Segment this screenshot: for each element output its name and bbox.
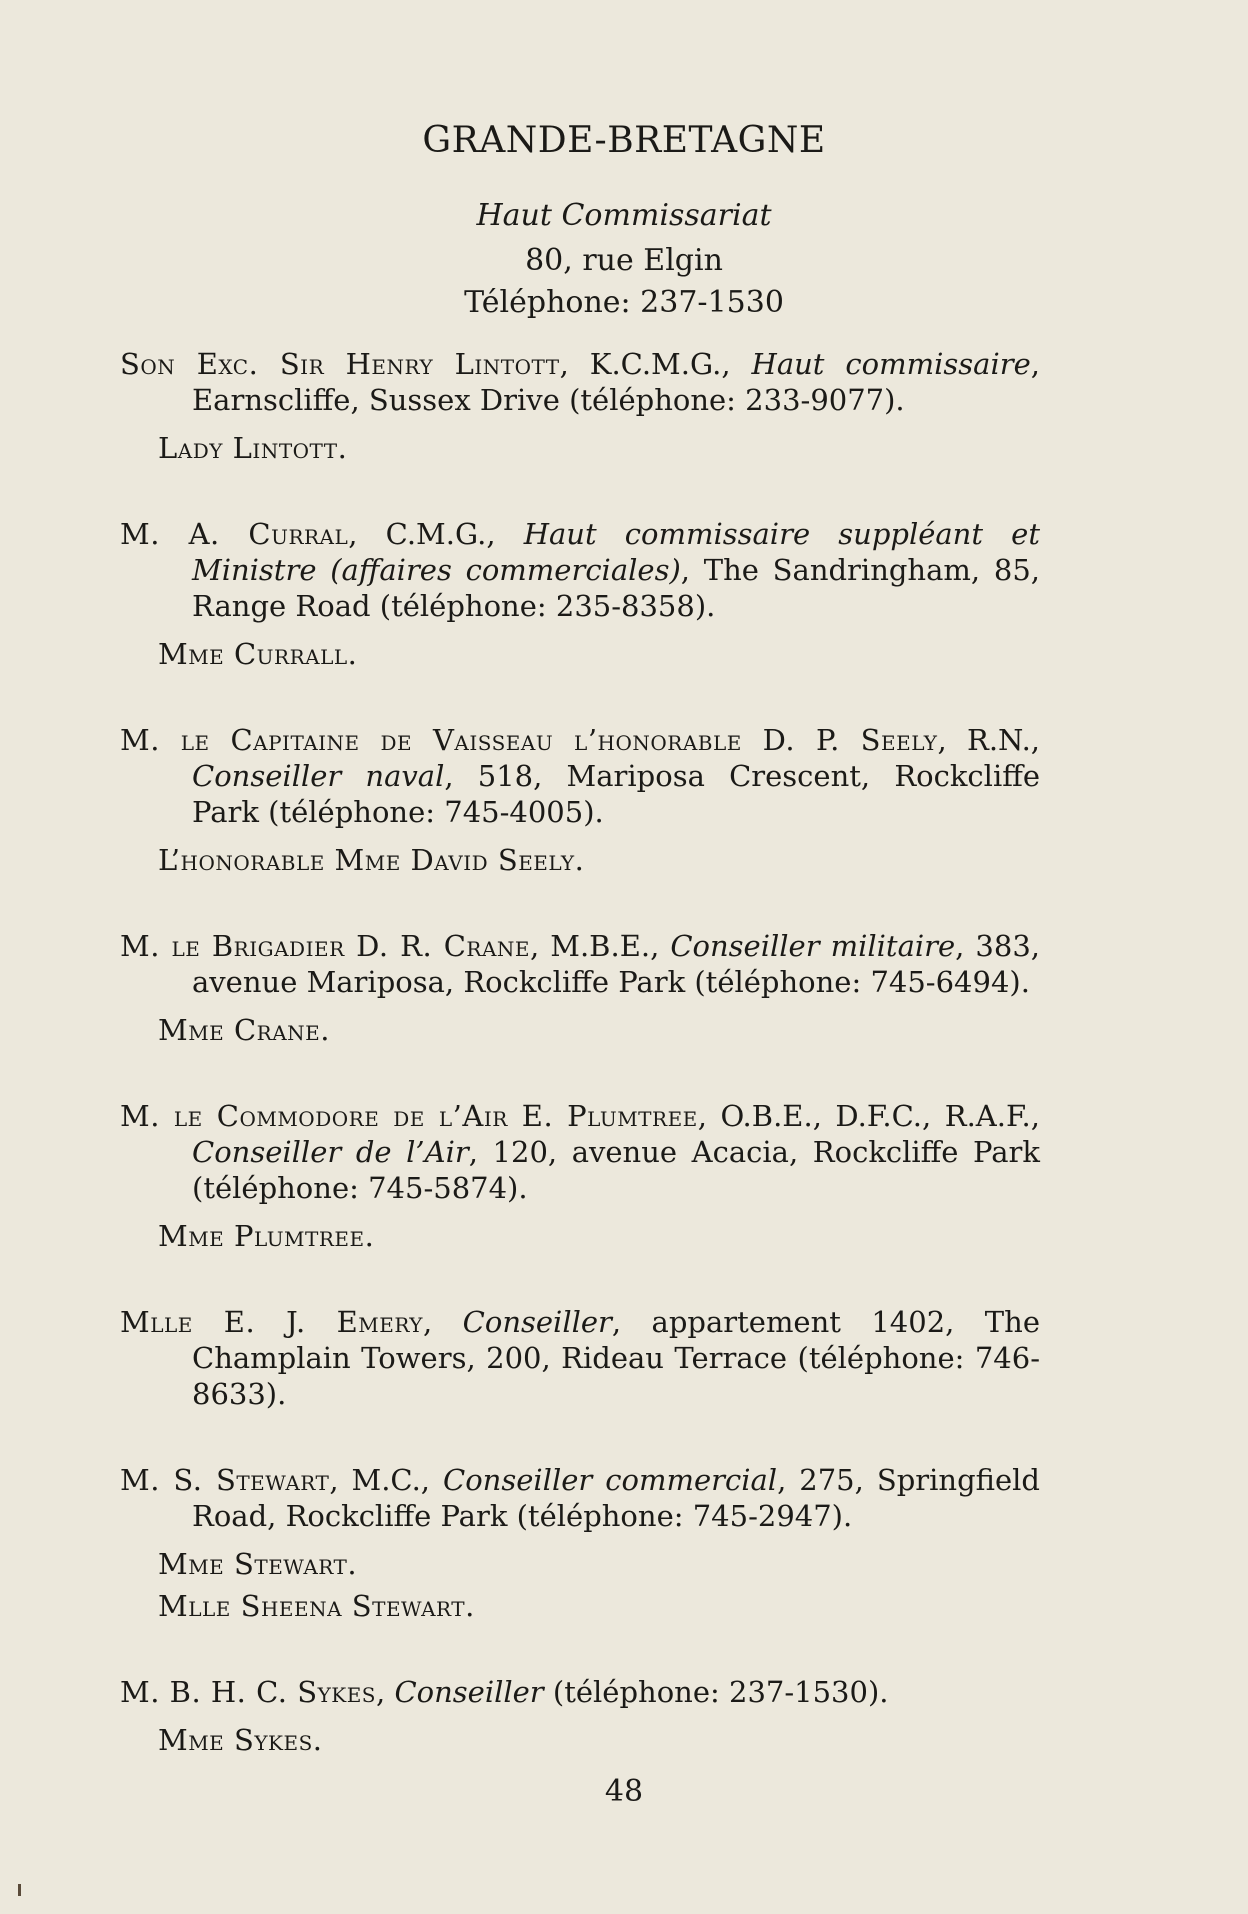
staff-entry-main — [120, 346, 1040, 418]
staff-address: , 383, avenue Mariposa, Rockcliffe Park (téléphone: 745-6494). — [192, 929, 1040, 999]
staff-entry-main — [120, 516, 1040, 624]
staff-name: M. S. Stewart — [120, 1463, 330, 1497]
staff-entry — [120, 722, 1040, 878]
staff-details: , K.C.M.G., — [559, 347, 752, 381]
staff-details: , R.N., — [937, 723, 1041, 757]
staff-address: , Earnscliffe, Sussex Drive (téléphone: 233-9077). — [192, 347, 1040, 417]
staff-address: , appartement 1402, The Champlain Towers, 200, Rideau Terrace (téléphone: 746-8633). — [192, 1305, 1040, 1411]
staff-entry-main — [120, 1098, 1040, 1206]
staff-name: Son Exc. Sir Henry Lintott — [120, 347, 560, 381]
mission-address: 80, rue Elgin — [525, 243, 723, 278]
staff-details: , M.B.E., — [530, 929, 671, 963]
staff-name: Mlle E. J. Emery — [120, 1305, 424, 1339]
staff-entry — [120, 1304, 1040, 1412]
staff-details: , C.M.G., — [348, 517, 524, 551]
staff-title: Conseiller de l’Air — [192, 1135, 469, 1169]
staff-address: , 275, Springfield Road, Rockcliffe Park (téléphone: 745-2947). — [192, 1463, 1040, 1533]
staff-address: , 518, Mariposa Crescent, Rockcliffe Park (téléphone: 745-4005). — [192, 759, 1040, 829]
staff-spouse: Mme Currall. — [158, 637, 358, 671]
staff-title: Haut commissaire — [751, 347, 1031, 381]
staff-details: , O.B.E., D.F.C., R.A.F., — [697, 1099, 1040, 1133]
staff-title: Conseiller naval — [192, 759, 445, 793]
staff-entry-main — [120, 722, 1040, 830]
staff-entry-main — [120, 928, 1040, 1000]
staff-spouse: Mme Sykes. — [158, 1723, 323, 1757]
staff-entry — [120, 928, 1040, 1048]
edge-mark — [18, 1884, 21, 1896]
staff-entry — [120, 1674, 1040, 1758]
staff-entry — [120, 346, 1040, 466]
staff-title: Conseiller — [462, 1305, 612, 1339]
staff-spouse: Mme Stewart. — [158, 1547, 358, 1581]
staff-spouse: L’honorable Mme David Seely. — [158, 843, 585, 877]
staff-name: M. le Brigadier D. R. Crane — [120, 929, 531, 963]
staff-list — [120, 346, 1040, 1758]
staff-address: (téléphone: 237-1530). — [543, 1675, 889, 1709]
staff-entry — [120, 1462, 1040, 1624]
staff-address: , 120, avenue Acacia, Rockcliffe Park (téléphone: 745-5874). — [192, 1135, 1040, 1205]
staff-details: , — [376, 1675, 395, 1709]
staff-address: , The Sandringham, 85, Range Road (téléphone: 235-8358). — [192, 553, 1040, 623]
staff-entry-main — [120, 1304, 1040, 1412]
staff-title: Conseiller — [394, 1675, 544, 1709]
staff-family-member: Mlle Sheena Stewart. — [158, 1589, 475, 1623]
staff-spouse: Lady Lintott. — [158, 431, 348, 465]
staff-entry-main — [120, 1462, 1040, 1534]
mission-phone: Téléphone: 237-1530 — [464, 285, 784, 320]
country-heading: GRANDE-BRETAGNE — [422, 120, 826, 161]
staff-spouse: Mme Plumtree. — [158, 1219, 375, 1253]
staff-spouse: Mme Crane. — [158, 1013, 330, 1047]
staff-name: M. le Commodore de l’Air E. Plumtree — [120, 1099, 698, 1133]
staff-details: , — [423, 1305, 463, 1339]
staff-entry-main — [120, 1674, 1040, 1710]
staff-entry — [120, 1098, 1040, 1254]
staff-title: Conseiller commercial — [443, 1463, 778, 1497]
staff-details: , M.C., — [329, 1463, 444, 1497]
page-number: 48 — [604, 1774, 644, 1809]
staff-name: M. A. Curral — [120, 517, 349, 551]
staff-title: Haut commissaire suppléant et Ministre (affaires commerciales) — [192, 517, 1040, 587]
staff-name: M. le Capitaine de Vaisseau l’honorable D. P. Seely — [120, 723, 938, 757]
staff-name: M. B. H. C. Sykes — [120, 1675, 377, 1709]
mission-title: Haut Commissariat — [476, 198, 772, 233]
staff-entry — [120, 516, 1040, 672]
staff-title: Conseiller militaire — [670, 929, 956, 963]
